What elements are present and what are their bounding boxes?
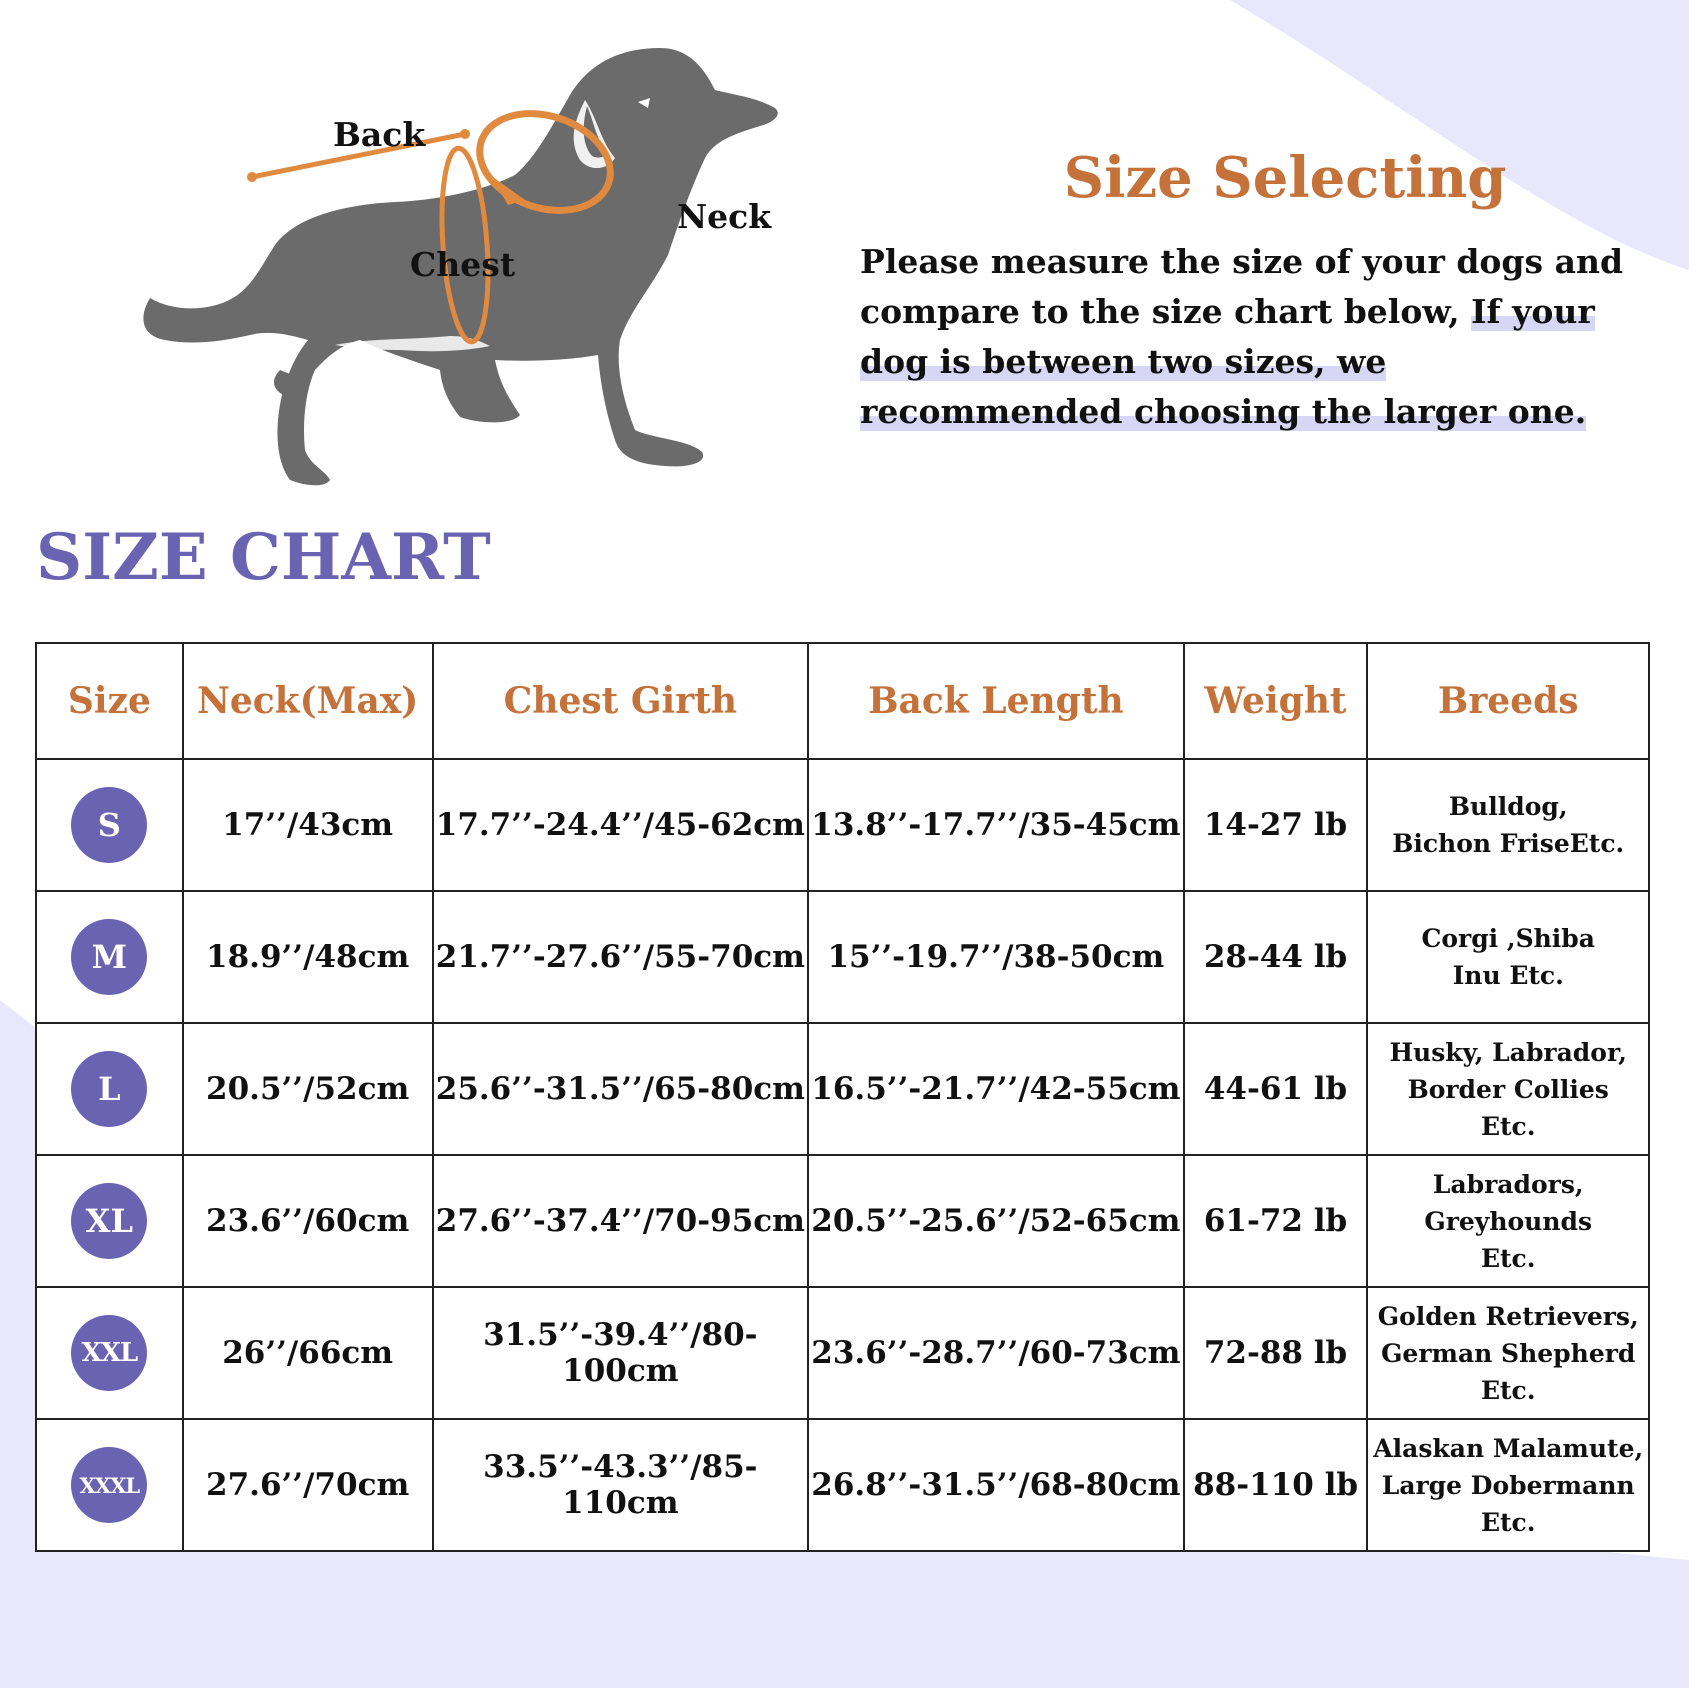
- chest-label: Chest: [410, 245, 516, 284]
- weight-cell: 88-110 lb: [1184, 1419, 1368, 1551]
- breeds-cell: Alaskan Malamute, Large Dobermann Etc.: [1367, 1419, 1649, 1551]
- back-cell: 16.5’’-21.7’’/42-55cm: [808, 1023, 1184, 1155]
- weight-cell: 44-61 lb: [1184, 1023, 1368, 1155]
- size-badge: XXXL: [71, 1447, 147, 1523]
- weight-cell: 61-72 lb: [1184, 1155, 1368, 1287]
- weight-cell: 14-27 lb: [1184, 759, 1368, 891]
- chest-cell: 27.6’’-37.4’’/70-95cm: [433, 1155, 809, 1287]
- size-badge: S: [71, 787, 147, 863]
- breeds-cell: Labradors, Greyhounds Etc.: [1367, 1155, 1649, 1287]
- header-breeds: Breeds: [1367, 643, 1649, 759]
- back-cell: 26.8’’-31.5’’/68-80cm: [808, 1419, 1184, 1551]
- back-cell: 20.5’’-25.6’’/52-65cm: [808, 1155, 1184, 1287]
- table-row: [36, 1419, 1649, 1551]
- chest-cell: 33.5’’-43.3’’/85-110cm: [433, 1419, 809, 1551]
- back-cell: 15’’-19.7’’/38-50cm: [808, 891, 1184, 1023]
- neck-cell: 18.9’’/48cm: [183, 891, 433, 1023]
- table-header-row: [36, 643, 1649, 759]
- instructions-part-2-highlighted: If your dog is between two sizes, we recommended choosing the larger one.: [860, 292, 1595, 431]
- header-back-length: Back Length: [808, 643, 1184, 759]
- breeds-cell: Corgi ,Shiba Inu Etc.: [1367, 891, 1649, 1023]
- size-badge: XL: [71, 1183, 147, 1259]
- instructions-part-1: Please measure the size of your dogs and compare to the size chart below,: [860, 242, 1624, 331]
- table-row: [36, 891, 1649, 1023]
- breeds-cell: Golden Retrievers, German Shepherd Etc.: [1367, 1287, 1649, 1419]
- chest-cell: 25.6’’-31.5’’/65-80cm: [433, 1023, 809, 1155]
- back-cell: 23.6’’-28.7’’/60-73cm: [808, 1287, 1184, 1419]
- breeds-cell: Husky, Labrador, Border Collies Etc.: [1367, 1023, 1649, 1155]
- neck-cell: 23.6’’/60cm: [183, 1155, 433, 1287]
- neck-cell: 26’’/66cm: [183, 1287, 433, 1419]
- chest-cell: 31.5’’-39.4’’/80-100cm: [433, 1287, 809, 1419]
- back-cell: 13.8’’-17.7’’/35-45cm: [808, 759, 1184, 891]
- breeds-cell: Bulldog, Bichon FriseEtc.: [1367, 759, 1649, 891]
- neck-label: Neck: [677, 197, 772, 236]
- size-badge: M: [71, 919, 147, 995]
- table-row: [36, 1287, 1649, 1419]
- chest-cell: 21.7’’-27.6’’/55-70cm: [433, 891, 809, 1023]
- size-selecting-section: [860, 145, 1660, 437]
- back-label: Back: [333, 115, 426, 154]
- size-chart-table: [35, 642, 1650, 1552]
- header-weight: Weight: [1184, 643, 1368, 759]
- size-selecting-title: Size Selecting: [1063, 145, 1507, 211]
- header-size: Size: [36, 643, 183, 759]
- neck-cell: 20.5’’/52cm: [183, 1023, 433, 1155]
- table-row: [36, 1023, 1649, 1155]
- size-badge: XXL: [71, 1315, 147, 1391]
- table-row: [36, 1155, 1649, 1287]
- size-selecting-instructions: [860, 237, 1630, 437]
- chest-cell: 17.7’’-24.4’’/45-62cm: [433, 759, 809, 891]
- header-chest-girth: Chest Girth: [433, 643, 809, 759]
- table-row: [36, 759, 1649, 891]
- dog-measurement-diagram: [130, 40, 790, 510]
- neck-cell: 17’’/43cm: [183, 759, 433, 891]
- size-badge: L: [71, 1051, 147, 1127]
- header-neck: Neck(Max): [183, 643, 433, 759]
- size-chart-title: SIZE CHART: [36, 520, 491, 595]
- weight-cell: 28-44 lb: [1184, 891, 1368, 1023]
- neck-cell: 27.6’’/70cm: [183, 1419, 433, 1551]
- weight-cell: 72-88 lb: [1184, 1287, 1368, 1419]
